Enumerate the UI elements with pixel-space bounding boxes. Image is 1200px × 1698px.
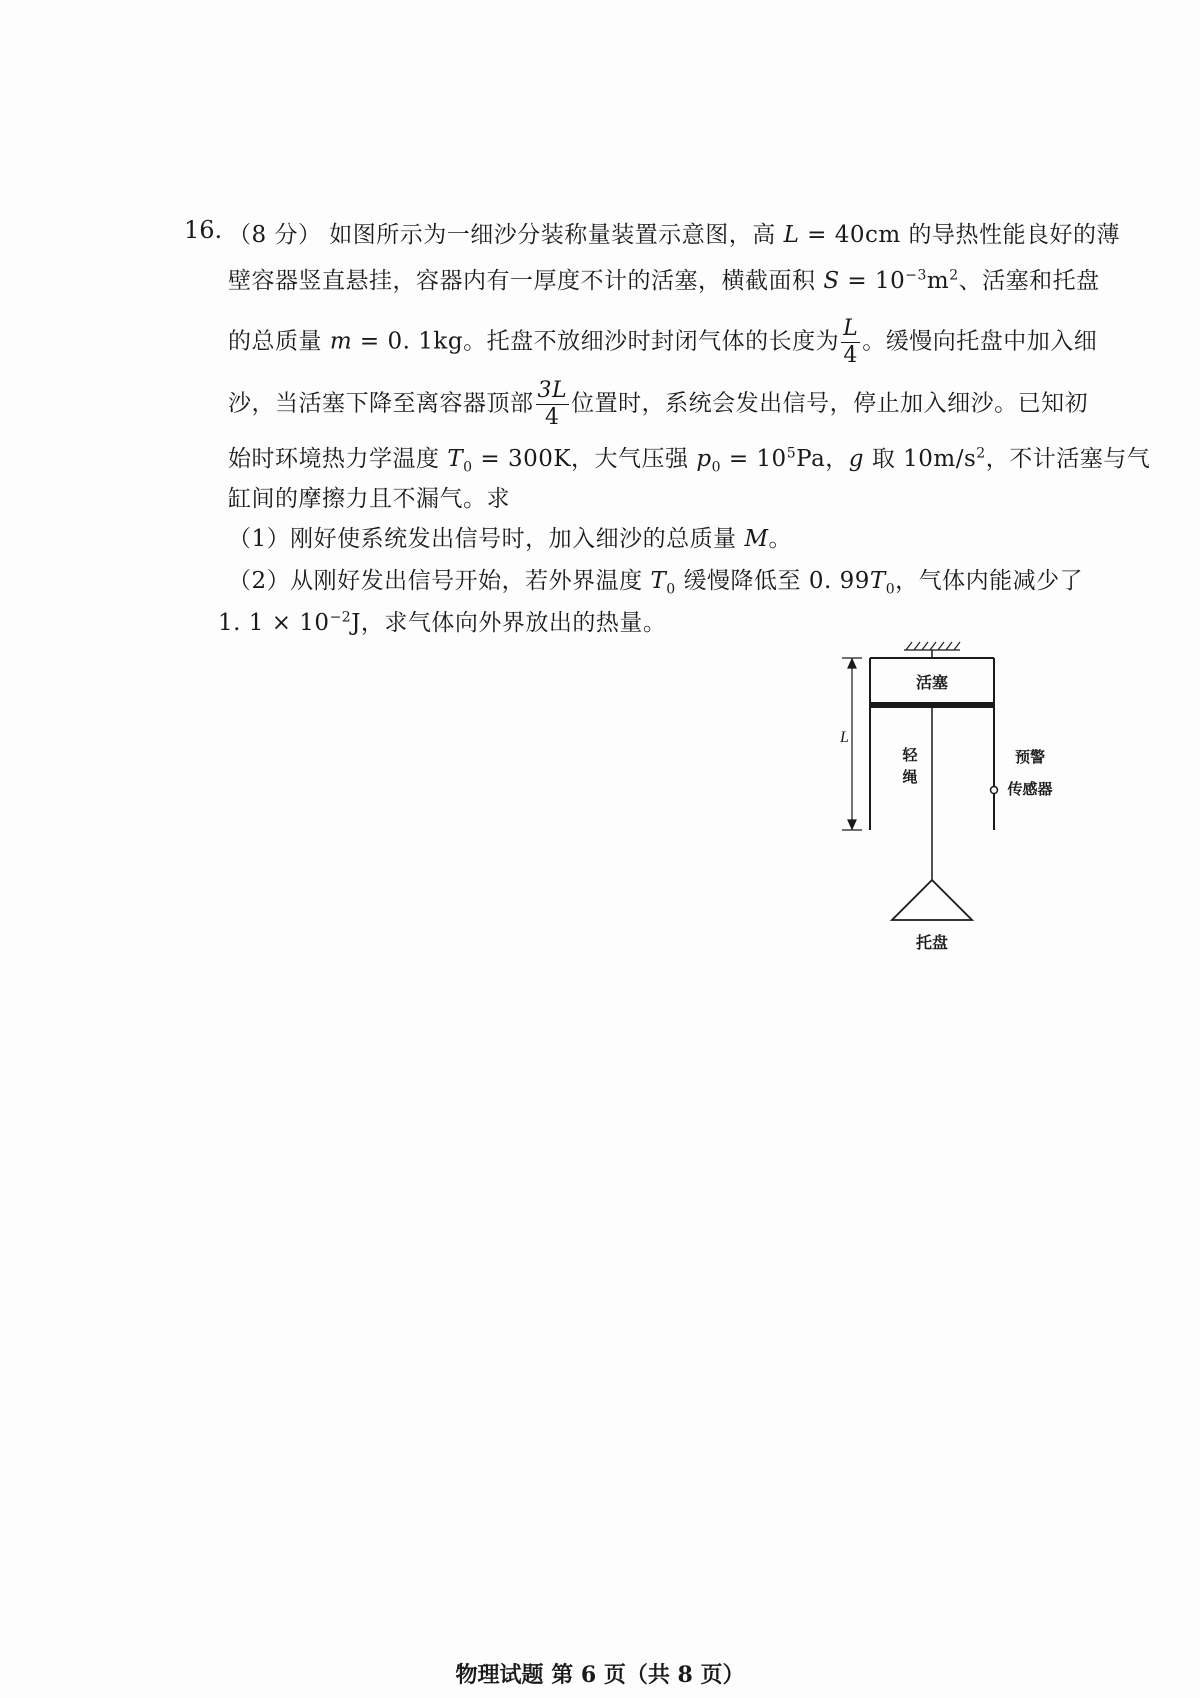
question-line-6: 缸间的摩擦力且不漏气。求 [228, 486, 510, 512]
tray-label: 托盘 [915, 935, 949, 950]
page-footer: 物理试题 第 6 页（共 8 页） [455, 1662, 745, 1688]
question-line-4: 沙，当活塞下降至离容器顶部 $\frac{3L}{4}$ 位置时，系统会发出信号，停止加入细沙。已知初 [228, 378, 1089, 430]
ceiling-hatch [904, 642, 960, 650]
question-number: 16. [184, 216, 223, 244]
piston [871, 702, 993, 708]
sensor-label-2: 传感器 [1007, 782, 1053, 798]
rope-label-1: 轻 [902, 748, 918, 764]
question-part-2: （2）从刚好发出信号开始，若外界温度 $T_0$ 缓慢降低至 0. $99T_0$，气体内能减少了 [228, 568, 1084, 598]
rope-label-2: 绳 [902, 770, 918, 786]
question-part-1: （1）刚好使系统发出信号时，加入细沙的总质量 M。 [228, 526, 793, 552]
question-line-5: 始时环境热力学温度 $T_0 = 300K$，大气压强 $p_0 = 10^5Pa$，g 取 $10m/s^2$，不计活塞与气 [228, 445, 1151, 476]
sensor-dot [991, 787, 998, 794]
question-line-1: （8 分） 如图所示为一细沙分装称量装置示意图，高 L = 40cm 的导热性能良好的薄 [228, 222, 1121, 248]
tray [892, 880, 972, 920]
question-part-2-cont: 1. $1 \times 10^{-2}J$，求气体向外界放出的热量。 [218, 609, 667, 636]
fraction-3l-over-4: $\frac{3L}{4}$ [537, 378, 568, 430]
question-line-3: 的总质量 m = 0. 1kg。托盘不放细沙时封闭气体的长度为 $\frac{L}{4}$ 。缓慢向托盘中加入细 [228, 316, 1098, 368]
length-label: L [840, 729, 849, 746]
sensor-label-1: 预警 [1014, 750, 1046, 766]
apparatus-diagram [840, 630, 1100, 950]
fraction-l-over-4: $\frac{L}{4}$ [843, 316, 859, 368]
piston-label: 活塞 [915, 675, 949, 692]
question-line-2: 壁容器竖直悬挂，容器内有一厚度不计的活塞，横截面积 $S = 10^{-3}m^2$、活塞和托盘 [228, 267, 1100, 294]
